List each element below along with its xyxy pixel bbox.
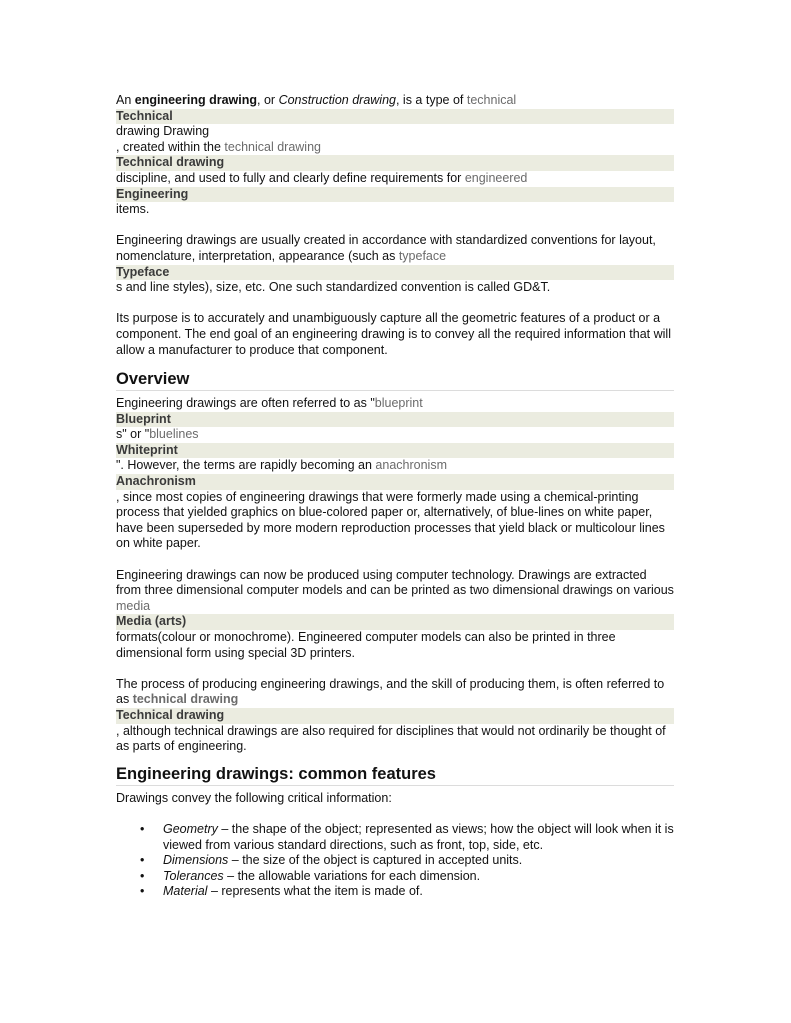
- paragraph-computer: Engineering drawings can now be produced using computer technology. Drawings are extracted from three dimensional computer models and can be printed as two dimensional drawings on various media: [116, 567, 674, 613]
- list-item: • Geometry – the shape of the object; represented as views; how the object will look when it is viewed from various standard directions, such as front, top, side, etc.: [163, 822, 674, 853]
- intro-line-4: discipline, and used to fully and clearly define requirements for engineered: [116, 170, 528, 185]
- overview-line-4: , since most copies of engineering drawings that were formerly made using a chemical-printing process that yielded graphics on blue-colored paper or, alternatively, of blue-lines on white paper, have been superseded by more modern reproduction processes that yield black or multicolour lines on white paper.: [116, 489, 665, 551]
- link-anachronism[interactable]: anachronism: [375, 458, 447, 473]
- features-list: [116, 822, 674, 900]
- paragraph-purpose: Its purpose is to accurately and unambiguously capture all the geometric features of a product or a component. The end goal of an engineering drawing is to convey all the required information that will allow a manufacturer to produce that component.: [116, 311, 671, 357]
- overview-line-3: ". However, the terms are rapidly becoming an anachronism: [116, 458, 447, 473]
- link-tooltip-bar: Anachronism: [116, 474, 674, 490]
- link-tooltip-bar: Whiteprint: [116, 443, 674, 459]
- link-tooltip-bar: Technical drawing: [116, 155, 674, 171]
- link-technical-drawing[interactable]: technical drawing: [224, 139, 321, 154]
- document-page: [116, 93, 674, 900]
- intro-line-2: drawing Drawing: [116, 124, 210, 139]
- link-tooltip-bar: Blueprint: [116, 412, 674, 428]
- link-media[interactable]: media: [116, 598, 151, 613]
- paragraph-process-cont: , although technical drawings are also required for disciplines that would not ordinarily be thought of as parts of engineering.: [116, 723, 666, 754]
- paragraph-conventions-cont: s and line styles), size, etc. One such standardized convention is called GD&T.: [116, 280, 551, 295]
- link-engineered[interactable]: engineered: [464, 170, 528, 185]
- link-tooltip-bar: Technical: [116, 109, 674, 125]
- heading-overview: Overview: [116, 369, 674, 391]
- link-tooltip-bar: Engineering: [116, 187, 674, 203]
- list-item: • Tolerances – the allowable variations for each dimension.: [163, 869, 674, 885]
- link-technical-drawing-2[interactable]: technical drawing: [132, 692, 239, 707]
- paragraph-computer-cont: formats(colour or monochrome). Engineered computer models can also be printed in three dimensional form using special 3D printers.: [116, 630, 616, 660]
- link-tooltip-bar: Typeface: [116, 265, 674, 281]
- overview-line-1: Engineering drawings are often referred to as "blueprint: [116, 396, 423, 411]
- link-typeface[interactable]: typeface: [398, 248, 447, 263]
- features-intro: Drawings convey the following critical information:: [116, 790, 392, 805]
- list-item: • Material – represents what the item is made of.: [163, 884, 674, 900]
- heading-common-features: Engineering drawings: common features: [116, 764, 674, 786]
- overview-line-2: s" or "bluelines: [116, 427, 199, 442]
- paragraph-conventions: Engineering drawings are usually created in accordance with standardized conventions for layout, nomenclature, interpretation, appearance (such as typeface: [116, 233, 656, 263]
- link-tooltip-bar: Technical drawing: [116, 708, 674, 724]
- paragraph-process: The process of producing engineering drawings, and the skill of producing them, is often referred to as technical drawing: [116, 676, 665, 707]
- link-bluelines[interactable]: bluelines: [149, 427, 199, 442]
- list-item: • Dimensions – the size of the object is captured in accepted units.: [163, 853, 674, 869]
- link-tooltip-bar: Media (arts): [116, 614, 674, 630]
- intro-line-3: , created within the technical drawing: [116, 139, 321, 154]
- intro-line-5: items.: [116, 202, 150, 217]
- intro-line-1: An engineering drawing, or Construction drawing, is a type of technical: [116, 93, 517, 107]
- link-technical[interactable]: technical: [466, 93, 517, 107]
- link-blueprint[interactable]: blueprint: [374, 396, 423, 411]
